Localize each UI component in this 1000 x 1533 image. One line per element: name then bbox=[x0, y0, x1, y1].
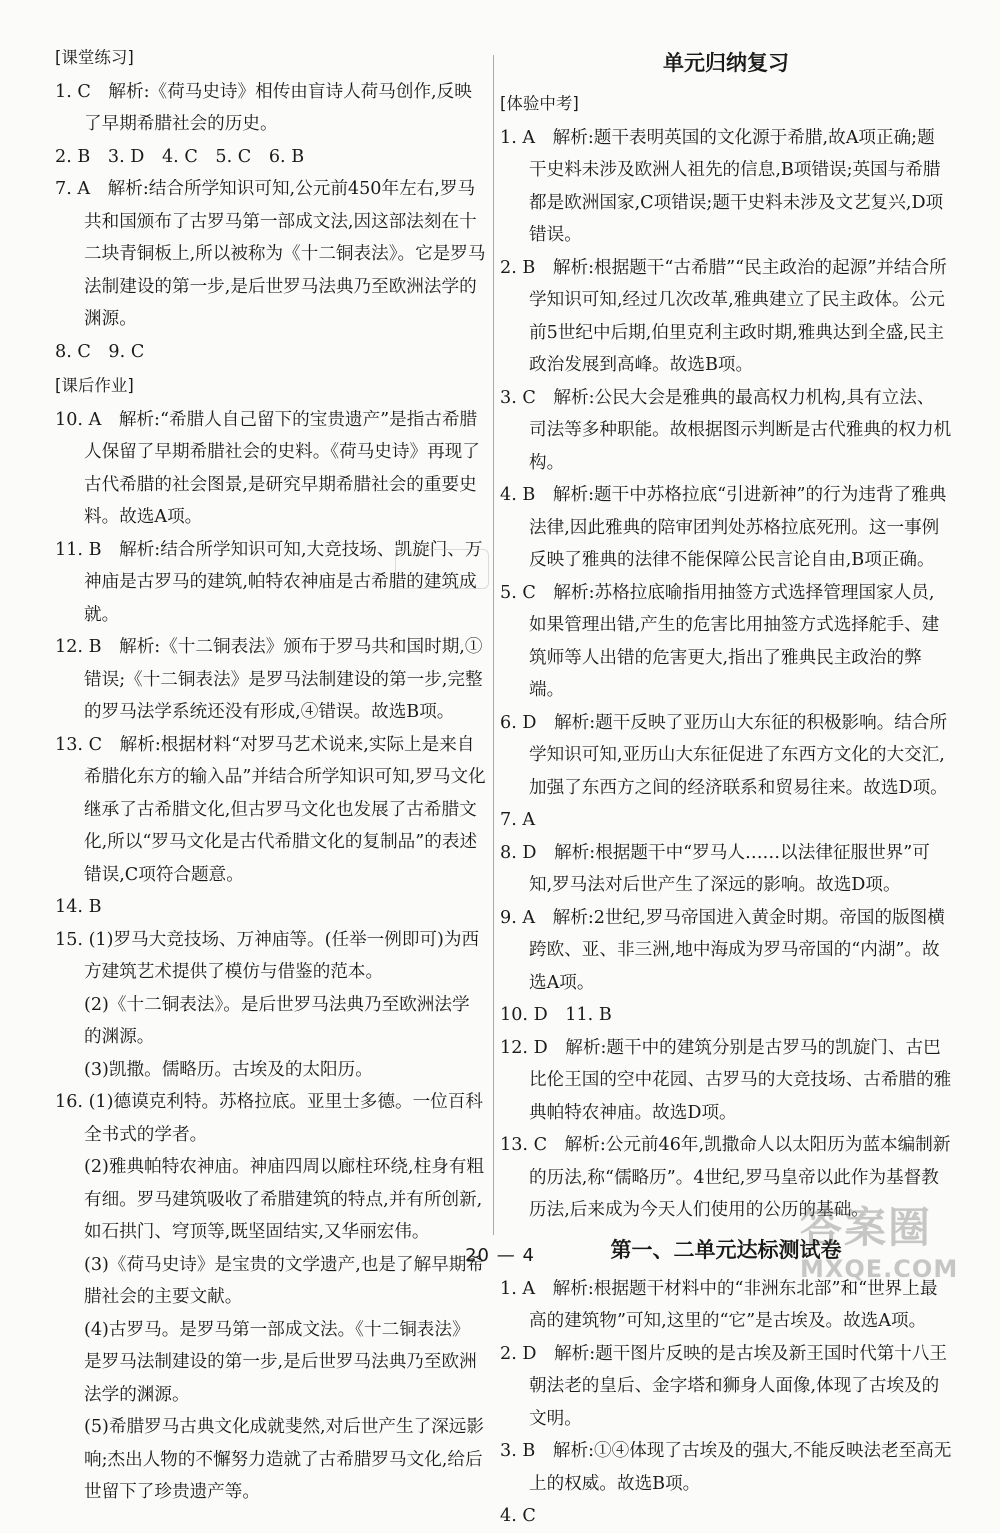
answer-item: 3. B 解析:①④体现了古埃及的强大,不能反映法老至高无上的权威。故选B项。 bbox=[500, 1441, 952, 1494]
answer-item: 8. C 9. C bbox=[55, 341, 145, 362]
answer-item: 8. D 解析:根据题干中“罗马人……以法律征服世界”可知,罗马法对后世产生了深远的影响。故选D项。 bbox=[500, 842, 930, 895]
answer-item: 11. B 解析:结合所学知识可知,大竞技场、凯旋门、万神庙是古罗马的建筑,帕特农神庙是古希腊的建筑成就。 bbox=[55, 539, 483, 625]
answer-item: 2. D 解析:题干图片反映的是古埃及新王国时代第十八王朝法老的皇后、金字塔和狮身人面像,体现了古埃及的文明。 bbox=[500, 1343, 948, 1429]
answer-item: 1. A 解析:题干表明英国的文化源于希腊,故A项正确;题干史料未涉及欧洲人祖先的信息,B项错误;英国与希腊都是欧洲国家,C项错误;题干史料未涉及文艺复兴,D项错误。 bbox=[500, 127, 944, 245]
answer-item: 2. B 3. D 4. C 5. C 6. B bbox=[55, 146, 305, 167]
unit-review-title: 单元归纳复习 bbox=[663, 51, 789, 75]
answer-item: 5. C 解析:苏格拉底喻指用抽签方式选择管理国家人员,如果管理出错,产生的危害比用抽签方式选择舵手、建筑师等人出错的危害更大,指出了雅典民主政治的弊端。 bbox=[500, 582, 940, 700]
stamp-mark bbox=[395, 549, 489, 589]
section-heading-exam: [体验中考] bbox=[500, 94, 579, 113]
answer-item: 15. (1)罗马大竞技场、万神庙等。(任举一例即可)为西方建筑艺术提供了模仿与借鉴的范本。 bbox=[55, 929, 480, 982]
answer-subitem: (4)古罗马。是罗马第一部成文法。《十二铜表法》是罗马法制建设的第一步,是后世罗马法典乃至欧洲法学的渊源。 bbox=[84, 1319, 477, 1405]
answer-item: 14. B bbox=[55, 897, 102, 917]
answer-item: 9. A 解析:2世纪,罗马帝国进入黄金时期。帝国的版图横跨欧、亚、非三洲,地中海成为罗马帝国的“内湖”。故选A项。 bbox=[500, 907, 945, 993]
answer-subitem: (2)《十二铜表法》。是后世罗马法典乃至欧洲法学的渊源。 bbox=[84, 994, 470, 1047]
watermark-text: 答案圈 bbox=[800, 1203, 933, 1252]
test-paper-title: 第一、二单元达标测试卷 bbox=[610, 1237, 842, 1262]
answer-item: 6. D 解析:题干反映了亚历山大东征的积极影响。结合所学知识可知,亚历山大东征促进了东西方文化的大交汇,加强了东西方之间的经济联系和贸易往来。故选D项。 bbox=[500, 712, 948, 798]
answer-item: 10. A 解析:“希腊人自己留下的宝贵遗产”是指古希腊人保留了早期希腊社会的史料。《荷马史诗》再现了古代希腊的社会图景,是研究早期希腊社会的重要史料。故选A项。 bbox=[55, 409, 480, 527]
answer-item: 2. B 解析:根据题干“古希腊”“民主政治的起源”并结合所学知识可知,经过几次改革,雅典建立了民主政体。公元前5世纪中后期,伯里克利主政时期,雅典达到全盛,民主政治发展到高峰。故选B项。 bbox=[500, 257, 947, 375]
answer-subitem: (3)《荷马史诗》是宝贵的文学遗产,也是了解早期希腊社会的主要文献。 bbox=[84, 1254, 484, 1307]
section-heading-homework: [课后作业] bbox=[55, 376, 134, 395]
answer-item: 4. B 解析:题干中苏格拉底“引进新神”的行为违背了雅典法律,因此雅典的陪审团判处苏格拉底死刑。这一事例反映了雅典的法律不能保障公民言论自由,B项正确。 bbox=[500, 485, 947, 570]
left-column bbox=[55, 40, 487, 1509]
answer-item: 10. D 11. B bbox=[500, 1005, 612, 1025]
right-column bbox=[500, 40, 952, 1533]
watermark-url: MXQE.COM bbox=[800, 1255, 959, 1283]
answer-item: 4. C bbox=[500, 1506, 536, 1526]
column-divider bbox=[493, 55, 494, 1235]
answer-subitem: (5)希腊罗马古典文化成就斐然,对后世产生了深远影响;杰出人物的不懈努力造就了古希腊罗马文化,给后世留下了珍贵遗产等。 bbox=[84, 1417, 484, 1502]
answer-item: 7. A 解析:结合所学知识可知,公元前450年左右,罗马共和国颁布了古罗马第一部成文法,因这部法刻在十二块青铜板上,所以被称为《十二铜表法》。它是罗马法制建设的第一步,是后世罗马法典乃至欧洲法学的渊源。 bbox=[55, 179, 486, 329]
answer-item: 12. B 解析:《十二铜表法》颁布于罗马共和国时期,①错误;《十二铜表法》是罗马法制建设的第一步,完整的罗马法学系统还没有形成,④错误。故选B项。 bbox=[55, 637, 483, 722]
page-number: 20 — 4 bbox=[465, 1245, 535, 1266]
answer-item: 13. C 解析:根据材料“对罗马艺术说来,实际上是来自希腊化东方的输入品”并结合所学知识可知,罗马文化继承了古希腊文化,但古罗马文化也发展了古希腊文化,所以“罗马文化是古代希腊文化的复制品”的表述错误,C项符合题意。 bbox=[55, 734, 486, 885]
answer-item: 3. C 解析:公民大会是雅典的最高权力机构,具有立法、司法等多种职能。故根据图示判断是古代雅典的权力机构。 bbox=[500, 387, 952, 473]
answer-item: 1. A 解析:根据题干材料中的“非洲东北部”和“世界上最高的建筑物”可知,这里的“它”是古埃及。故选A项。 bbox=[500, 1278, 938, 1331]
answer-item: 1. C 解析:《荷马史诗》相传由盲诗人荷马创作,反映了早期希腊社会的历史。 bbox=[55, 81, 472, 134]
section-heading-classroom: [课堂练习] bbox=[55, 48, 134, 67]
answer-item: 13. C 解析:公元前46年,凯撒命人以太阳历为蓝本编制新的历法,称“儒略历”。4世纪,罗马皇帝以此作为基督教历法,后来成为今天人们使用的公历的基础。 bbox=[500, 1135, 951, 1220]
answer-subitem: (2)雅典帕特农神庙。神庙四周以廊柱环绕,柱身有粗有细。罗马建筑吸收了希腊建筑的特点,并有所创新,如石拱门、穹顶等,既坚固结实,又华丽宏伟。 bbox=[84, 1157, 484, 1242]
answer-item: 7. A bbox=[500, 810, 536, 830]
answer-item: 12. D 解析:题干中的建筑分别是古罗马的凯旋门、古巴比伦王国的空中花园、古罗马的大竞技场、古希腊的雅典帕特农神庙。故选D项。 bbox=[500, 1037, 952, 1123]
answer-item: 16. (1)德谟克利特。苏格拉底。亚里士多德。一位百科全书式的学者。 bbox=[55, 1092, 483, 1145]
watermark-logo bbox=[800, 1195, 990, 1283]
answer-subitem: (3)凯撒。儒略历。古埃及的太阳历。 bbox=[84, 1059, 373, 1080]
